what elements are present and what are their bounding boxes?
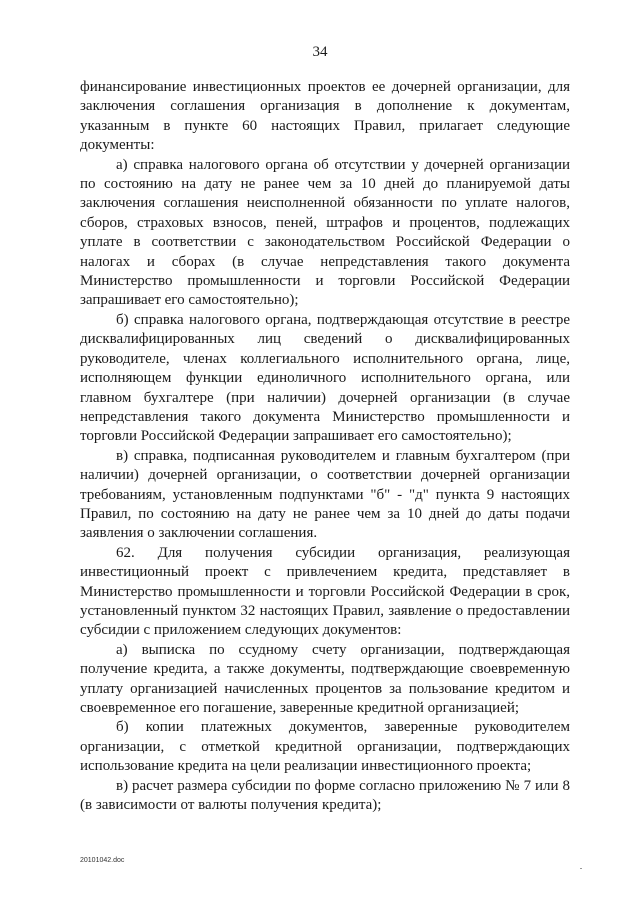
page-number: 34 bbox=[312, 44, 328, 60]
paragraph-2: а) справка налогового органа об отсутствии у дочерней организации по состоянию на дату не ранее чем за 10 дней до планируемой даты заключения соглашения неисполненной обязанности по уплате налогов, сборов, страховых взносов, пеней, штрафов и процентов, подлежащих уплате в соответствии с законодательством Российской Федерации о налогах и сборах (в случае непредставления такого документа Министерство промышленности и торговли Российской Федерации запрашивает его самостоятельно); bbox=[80, 156, 570, 309]
paragraph-5: 62. Для получения субсидии организация, реализующая инвестиционный проект с привлечением кредита, представляет в Министерство промышленности и торговли Российской Федерации в срок, установленный пунктом 32 настоящих Правил, заявление о предоставлении субсидии с приложением следующих документов: bbox=[80, 544, 570, 639]
paragraph-8: в) расчет размера субсидии по форме согласно приложению № 7 или 8 (в зависимости от валюты получения кредита); bbox=[80, 777, 570, 814]
scan-mark bbox=[580, 868, 582, 869]
paragraph-3: б) справка налогового органа, подтверждающая отсутствие в реестре дисквалифицированных лиц сведений о дисквалифицированных руководителе, членах коллегиального исполнительного органа, лице, исполняющем функции единоличного исполнительного органа, или главном бухгалтере (при наличии) дочерней организации (в случае непредставления такого документа Министерство промышленности и торговли Российской Федерации запрашивает его самостоятельно); bbox=[80, 311, 570, 445]
paragraph-6: а) выписка по ссудному счету организации, подтверждающая получение кредита, а также документы, подтверждающие своевременную уплату организацией начисленных процентов за пользование кредитом и своевременное его погашение, заверенные кредитной организацией; bbox=[80, 641, 570, 716]
document-body bbox=[80, 78, 570, 815]
footer-file-name: 20101042.doc bbox=[80, 857, 125, 864]
paragraph-7: б) копии платежных документов, заверенные руководителем организации, с отметкой кредитной организации, подтверждающих использование кредита на цели реализации инвестиционного проекта; bbox=[80, 719, 570, 775]
paragraph-1: финансирование инвестиционных проектов ее дочерней организации, для заключения соглашения организация в дополнение к документам, указанным в пункте 60 настоящих Правил, прилагает следующие документы: bbox=[80, 79, 570, 154]
paragraph-4: в) справка, подписанная руководителем и главным бухгалтером (при наличии) дочерней организации, о соответствии дочерней организации требованиям, установленным подпунктами "б" - "д" пункта 9 настоящих Правил, по состоянию на дату не ранее чем за 10 дней до даты подачи заявления о заключении соглашения. bbox=[80, 447, 570, 542]
